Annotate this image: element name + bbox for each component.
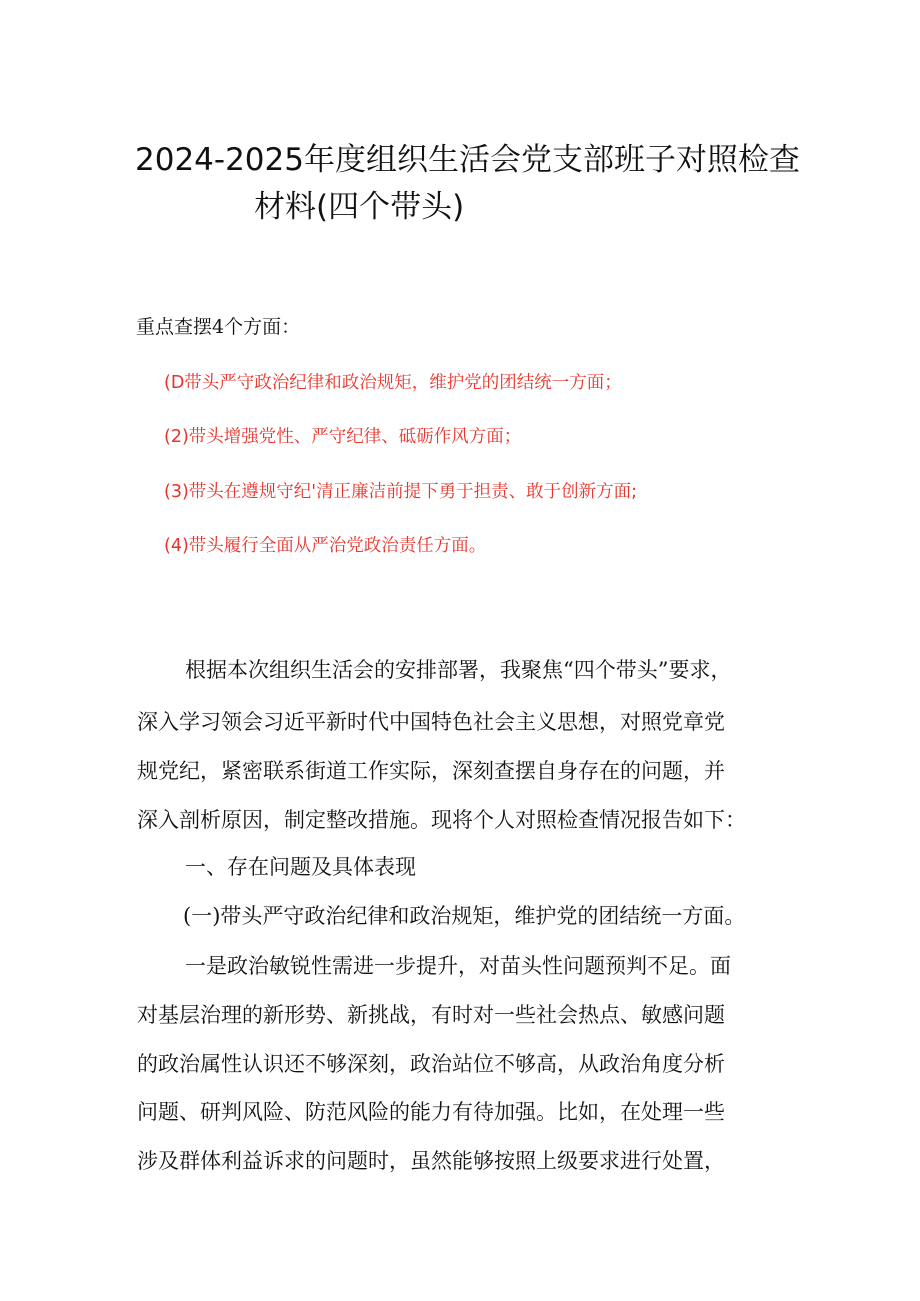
section-heading: 一、存在问题及具体表现: [185, 855, 416, 879]
focus-point-2: (2)带头增强党性、严守纪律、砥砺作风方面；: [164, 427, 522, 447]
body-line: 深入剖析原因，制定整改措施。现将个人对照检查情况报告如下：: [137, 808, 746, 832]
body-line: 对基层治理的新形势、新挑战，有时对一些社会热点、敏感问题: [137, 1003, 725, 1027]
document-title-line-2: 材料(四个带头): [254, 189, 465, 225]
body-line: 深入学习领会习近平新时代中国特色社会主义思想，对照党章党: [137, 710, 725, 734]
body-line: 问题、研判风险、防范风险的能力有待加强。比如，在处理一些: [137, 1100, 725, 1124]
focus-heading: 重点查摆4个方面：: [136, 316, 301, 338]
body-line: 的政治属性认识还不够深刻，政治站位不够高，从政治角度分析: [137, 1052, 725, 1076]
focus-point-1: (D带头严守政治纪律和政治规矩，维护党的团结统一方面；: [164, 373, 622, 393]
focus-point-4: (4)带头履行全面从严治党政治责任方面。: [164, 536, 487, 556]
subsection-heading: (一)带头严守政治纪律和政治规矩，维护党的团结统一方面。: [183, 904, 746, 928]
focus-point-3: (3)带头在遵规守纪'清正廉洁前提下勇于担责、敢于创新方面;: [164, 482, 637, 502]
body-line: 规党纪，紧密联系街道工作实际，深刻查摆自身存在的问题，并: [137, 759, 725, 783]
document-title-line-1: 2024-2025年度组织生活会党支部班子对照检查: [135, 142, 800, 178]
body-line: 根据本次组织生活会的安排部署，我聚焦“四个带头”要求，: [185, 658, 732, 682]
body-line: 涉及群体利益诉求的问题时，虽然能够按照上级要求进行处置，: [137, 1149, 725, 1173]
body-line: 一是政治敏锐性需进一步提升，对苗头性问题预判不足。面: [185, 954, 731, 978]
